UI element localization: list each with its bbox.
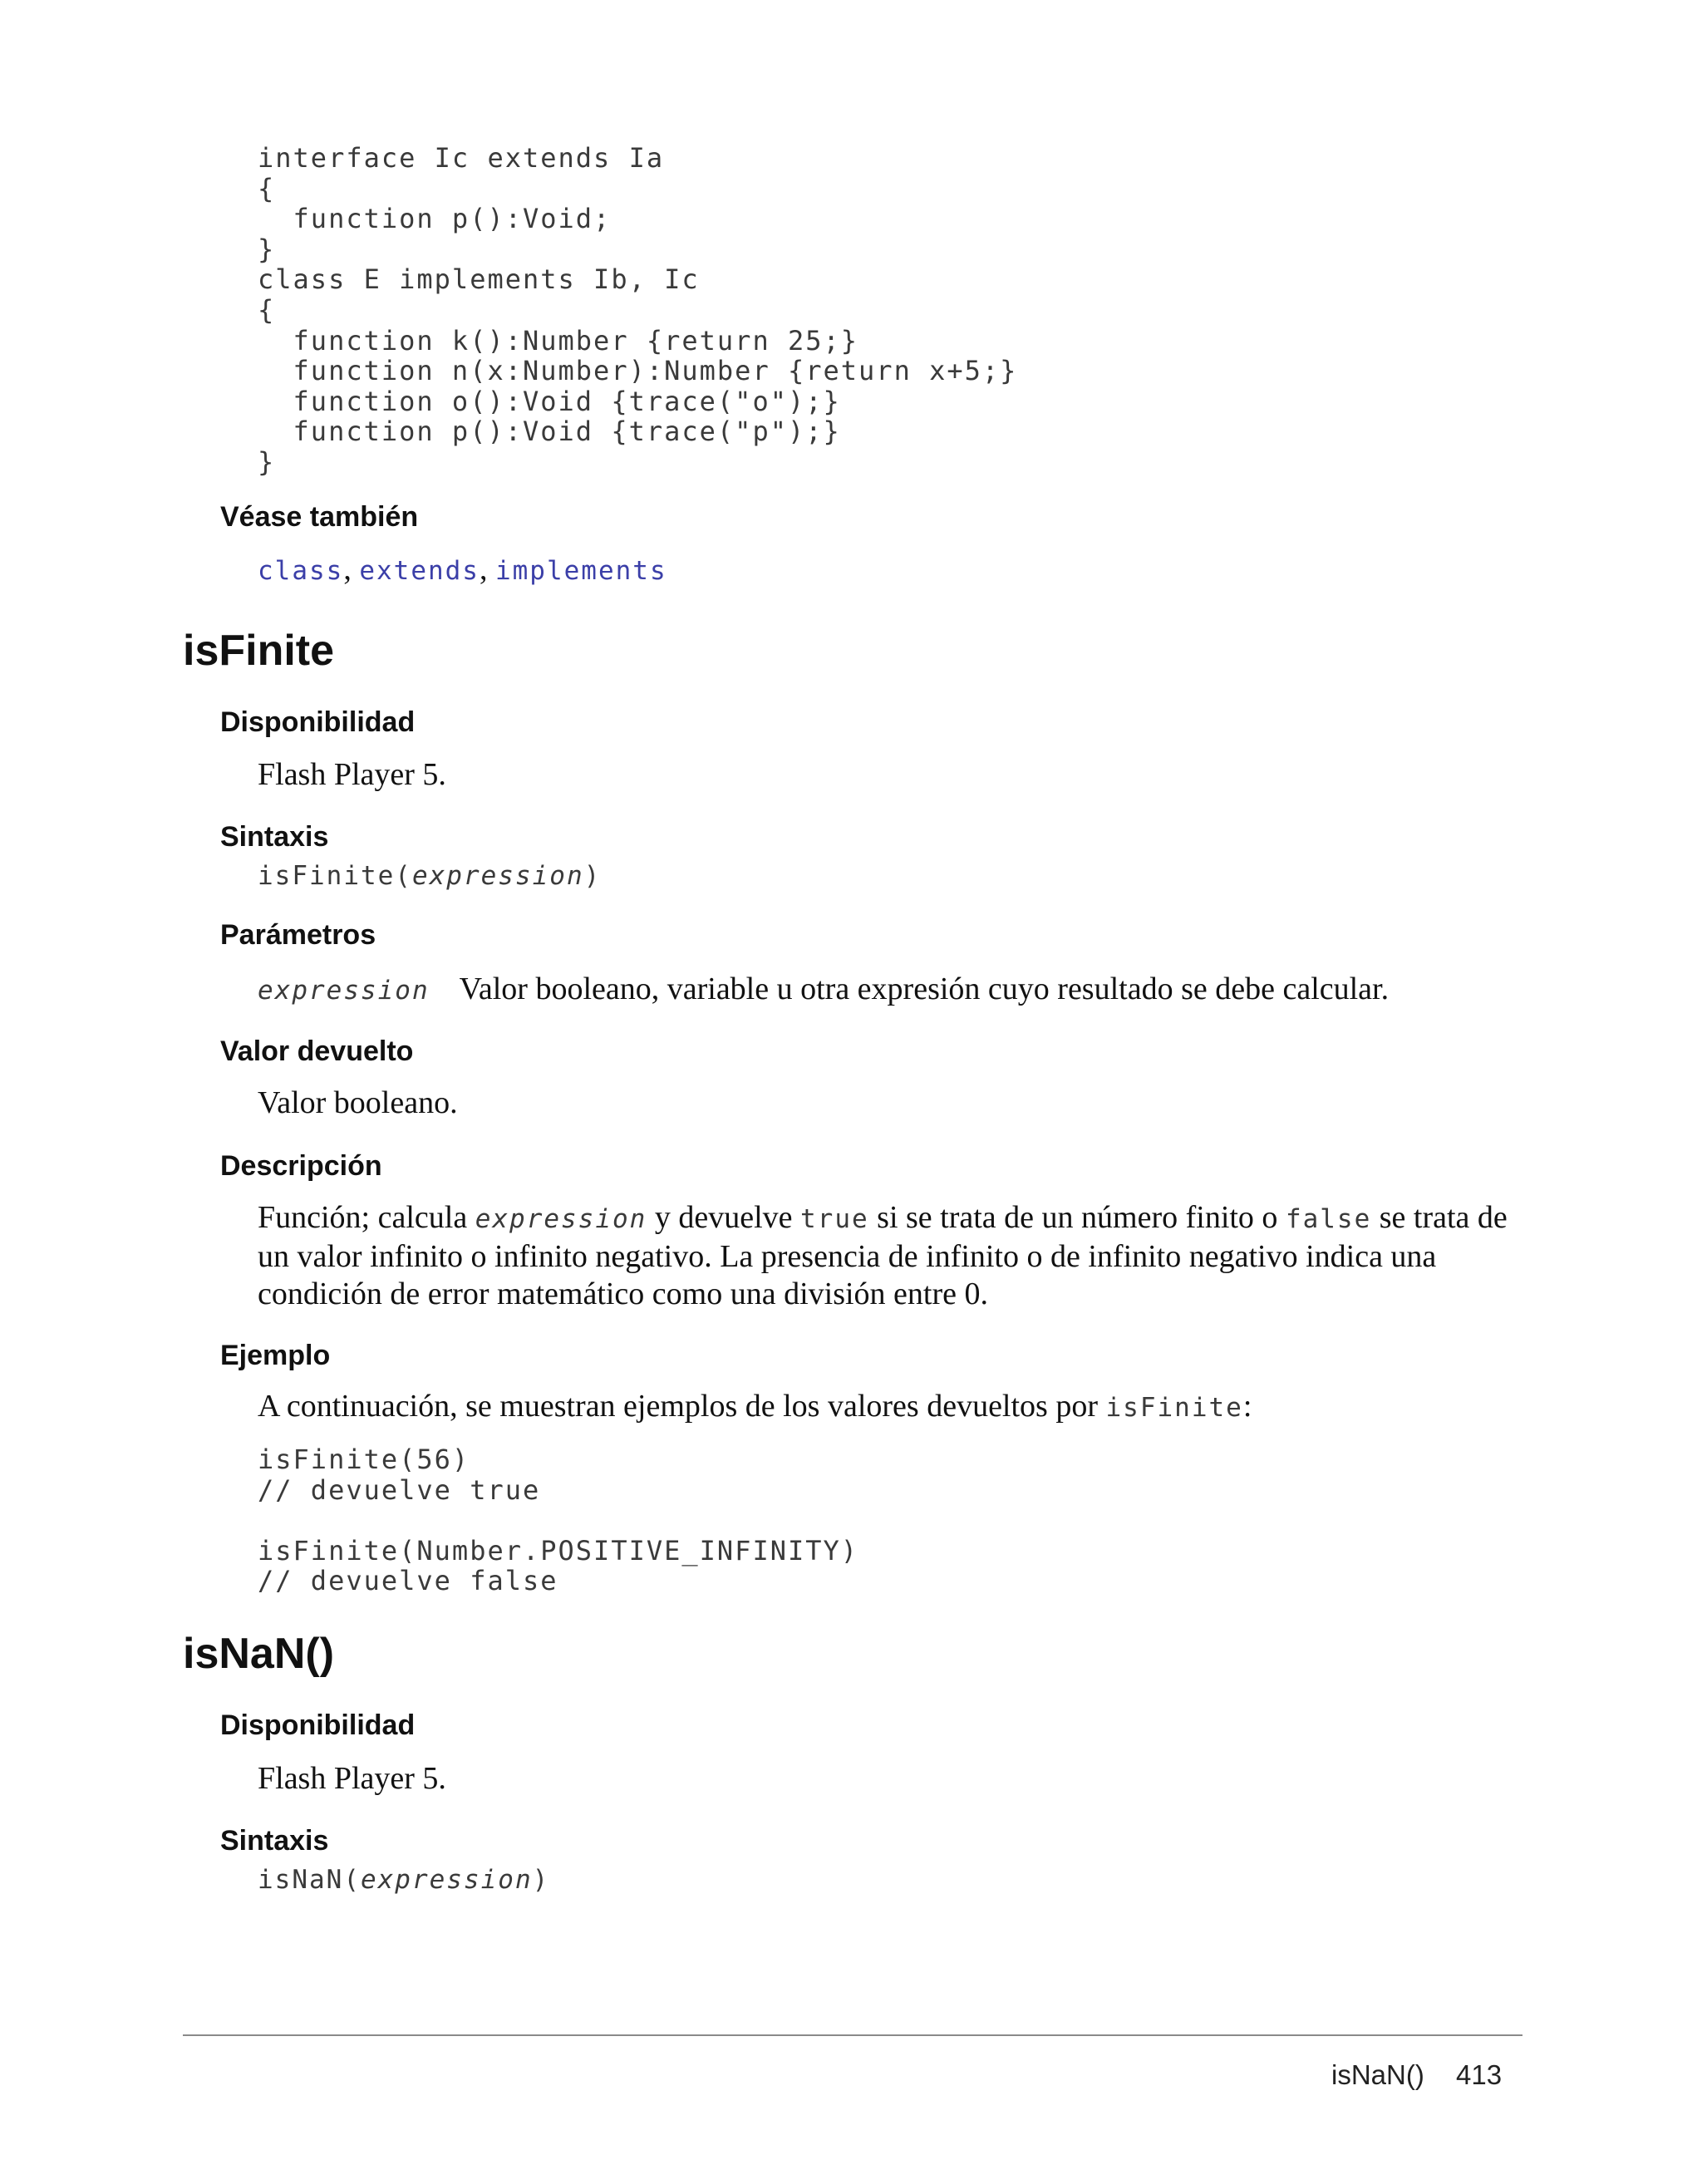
isnan-syntax: isNaN(expression) [258,1865,550,1895]
footer-divider [183,2034,1522,2036]
isfinite-description: Función; calcula expression y devuelve true si se trata de un número finito o false se trata de un valor infinito o infinito negativo. La presencia de infinito o de infinito negativo indica una condición de error matemático como una división entre 0. [258,1200,1508,1311]
isfinite-param-row [258,971,1389,1010]
isfinite-example-intro: A continuación, se muestran ejemplos de los valores devueltos por isFinite: [258,1389,1252,1424]
footer-page-number: 413 [1456,2059,1503,2090]
isnan-availability-heading: Disponibilidad [220,1709,416,1741]
link-extends[interactable]: extends [359,556,480,586]
isnan-availability: Flash Player 5. [258,1761,446,1796]
isnan-title: isNaN() [183,1630,335,1678]
see-also-links: class, extends, implements [258,552,667,587]
code-block-isfinite-example: isFinite(56) // devuelve true isFinite(Number.POSITIVE_INFINITY) // devuelve false [258,1444,859,1597]
footer-section-title: isNaN() [1331,2059,1424,2090]
isfinite-syntax: isFinite(expression) [258,861,602,891]
isfinite-return-heading: Valor devuelto [220,1035,414,1067]
isfinite-availability: Flash Player 5. [258,757,446,792]
isfinite-title: isFinite [183,627,335,675]
code-block-interface: interface Ic extends Ia { function p():Void; } class E implements Ib, Ic { function k():Number {return 25;} function n(x:Number):Number {return x+5;} function o():Void {trace("o");} function p():Void {trace("p");} } [258,142,1018,478]
isfinite-params-heading: Parámetros [220,919,376,951]
see-also-heading: Véase también [220,501,419,533]
isfinite-description-heading: Descripción [220,1150,382,1182]
isfinite-syntax-heading: Sintaxis [220,821,329,853]
param-description: Valor booleano, variable u otra expresión cuyo resultado se debe calcular. [459,971,1390,1006]
isfinite-return-value: Valor booleano. [258,1085,458,1120]
isfinite-example-heading: Ejemplo [220,1340,331,1371]
param-name: expression [258,976,430,1006]
isnan-syntax-heading: Sintaxis [220,1825,329,1857]
link-implements[interactable]: implements [494,556,667,586]
isfinite-availability-heading: Disponibilidad [220,706,416,738]
link-class[interactable]: class [258,556,344,586]
